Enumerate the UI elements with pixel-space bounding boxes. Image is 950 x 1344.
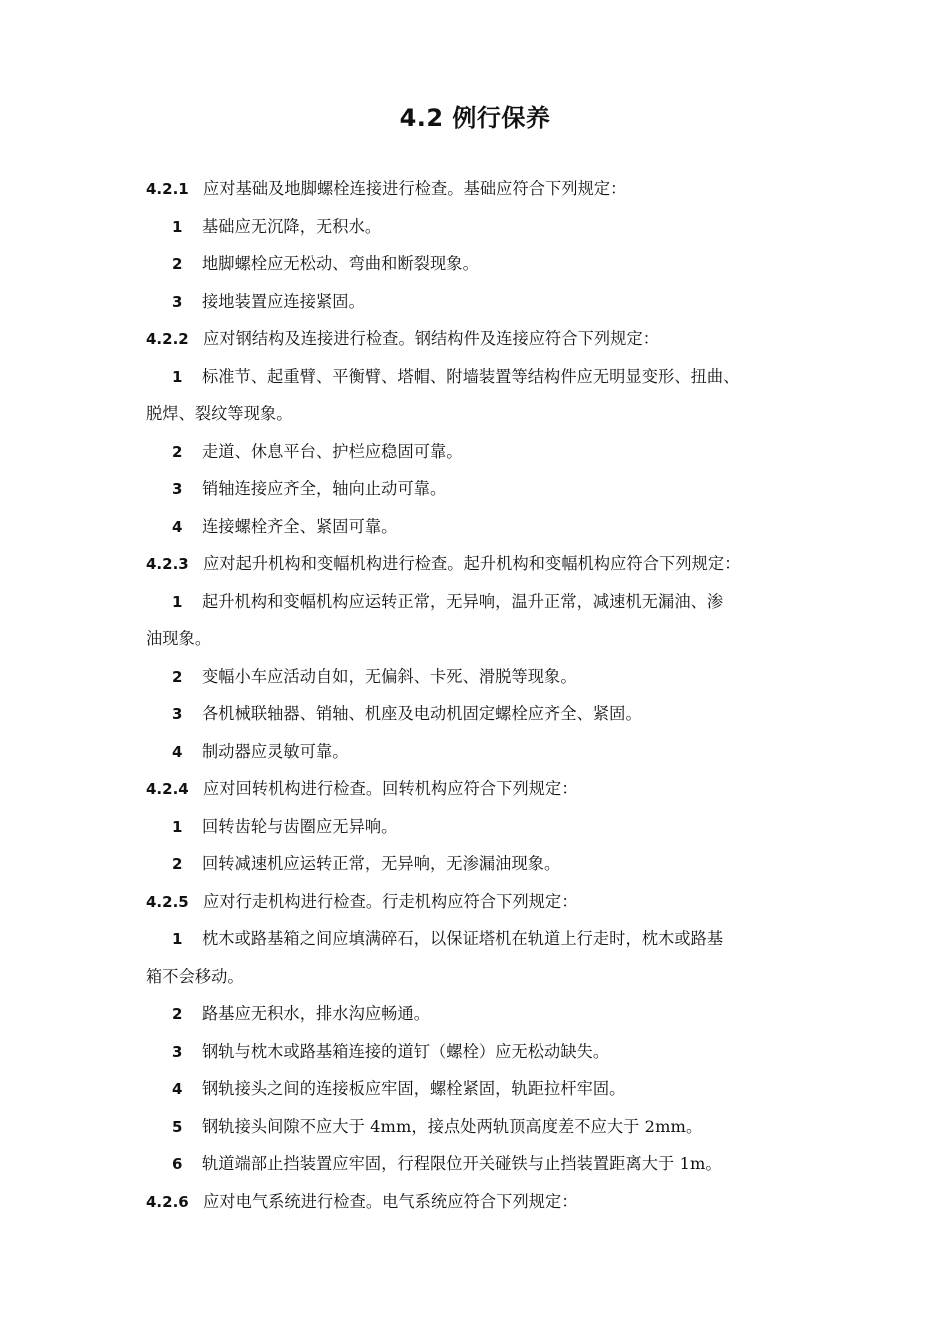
clause-heading (146, 883, 818, 921)
clause-text: 钢轨接头间隙不应大于 4mm，接点处两轨顶高度差不应大于 2mm。 (202, 1116, 703, 1136)
clause-text: 箱不会移动。 (146, 966, 244, 986)
clause-text: 枕木或路基箱之间应填满碎石，以保证塔机在轨道上行走时，枕木或路基 (202, 929, 724, 948)
clause-text: 应对钢结构及连接进行检查。钢结构件及连接应符合下列规定： (203, 329, 660, 348)
clause-text: 走道、休息平台、护栏应稳固可靠。 (202, 441, 463, 461)
clause-text: 应对行走机构进行检查。行走机构应符合下列规定： (203, 891, 578, 911)
clause-text: 基础应无沉降，无积水。 (202, 216, 382, 236)
clause-heading (146, 1183, 818, 1221)
item-number: 3 (172, 1042, 183, 1061)
clause-item (146, 695, 818, 733)
clause-text: 各机械联轴器、销轴、机座及电动机固定螺栓应齐全、紧固。 (202, 704, 642, 723)
clause-item (146, 1108, 818, 1146)
item-number: 1 (172, 217, 183, 236)
clause-item (146, 508, 818, 546)
clause-item (146, 283, 818, 321)
clause-text: 制动器应灵敏可靠。 (202, 741, 349, 761)
clause-number: 4.2.3 (146, 555, 189, 573)
clause-item (146, 808, 818, 846)
clause-number: 4.2.6 (146, 1192, 189, 1211)
item-number: 3 (172, 480, 183, 498)
clause-item (146, 995, 818, 1033)
item-number: 6 (172, 1155, 183, 1173)
clause-text: 连接螺栓齐全、紧固可靠。 (202, 516, 398, 536)
item-number: 2 (172, 1005, 183, 1023)
item-number: 5 (172, 1117, 183, 1136)
clause-item (146, 845, 818, 883)
clause-item (146, 208, 818, 246)
clause-item (146, 245, 818, 283)
clause-heading (146, 320, 818, 358)
clause-item (146, 733, 818, 771)
clause-text: 回转减速机应运转正常，无异响，无渗漏油现象。 (202, 854, 561, 873)
clause-text: 钢轨与枕木或路基箱连接的道钉（螺栓）应无松动缺失。 (202, 1041, 610, 1061)
item-number: 1 (172, 930, 183, 948)
clause-item-continuation (146, 620, 818, 658)
clause-item (146, 583, 818, 621)
clause-text: 标准节、起重臂、平衡臂、塔帽、附墙装置等结构件应无明显变形、扭曲、 (202, 366, 740, 386)
item-number: 2 (172, 667, 183, 686)
item-number: 1 (172, 817, 183, 836)
clause-text: 地脚螺栓应无松动、弯曲和断裂现象。 (202, 254, 479, 273)
clause-item (146, 470, 818, 508)
clause-item (146, 1145, 818, 1183)
item-number: 2 (172, 442, 183, 461)
clause-item (146, 1033, 818, 1071)
item-number: 3 (172, 705, 183, 723)
item-number: 4 (172, 517, 183, 536)
clause-number: 4.2.2 (146, 330, 189, 348)
item-number: 3 (172, 292, 183, 311)
clause-item (146, 358, 818, 396)
item-number: 1 (172, 367, 183, 386)
clause-number: 4.2.4 (146, 780, 189, 798)
clause-text: 油现象。 (146, 629, 212, 648)
clause-text: 销轴连接应齐全，轴向止动可靠。 (202, 479, 447, 498)
clause-text: 变幅小车应活动自如，无偏斜、卡死、滑脱等现象。 (202, 666, 577, 686)
clause-text: 轨道端部止挡装置应牢固，行程限位开关碰铁与止挡装置距离大于 1m。 (202, 1154, 722, 1173)
clause-text: 接地装置应连接紧固。 (202, 291, 365, 311)
clause-text: 应对基础及地脚螺栓连接进行检查。基础应符合下列规定： (203, 179, 627, 198)
clause-text: 应对回转机构进行检查。回转机构应符合下列规定： (203, 779, 578, 798)
clause-number: 4.2.1 (146, 180, 189, 198)
clause-text: 路基应无积水，排水沟应畅通。 (202, 1004, 431, 1023)
clause-heading (146, 170, 818, 208)
document-body (146, 170, 818, 1220)
section-title: 4.2 例行保养 (399, 104, 551, 132)
clause-item-continuation (146, 958, 818, 996)
clause-text: 起升机构和变幅机构应运转正常，无异响，温升正常，减速机无漏油、渗 (202, 591, 724, 611)
item-number: 1 (172, 592, 183, 611)
clause-text: 回转齿轮与齿圈应无异响。 (202, 816, 398, 836)
clause-heading (146, 770, 818, 808)
clause-text: 脱焊、裂纹等现象。 (146, 404, 293, 423)
clause-text: 应对起升机构和变幅机构进行检查。起升机构和变幅机构应符合下列规定： (203, 554, 741, 573)
clause-text: 应对电气系统进行检查。电气系统应符合下列规定： (203, 1191, 578, 1211)
item-number: 2 (172, 255, 183, 273)
clause-item (146, 1070, 818, 1108)
clause-heading (146, 545, 818, 583)
clause-number: 4.2.5 (146, 892, 189, 911)
clause-item (146, 433, 818, 471)
item-number: 2 (172, 855, 183, 873)
item-number: 4 (172, 1080, 183, 1098)
clause-text: 钢轨接头之间的连接板应牢固，螺栓紧固，轨距拉杆牢固。 (202, 1079, 626, 1098)
item-number: 4 (172, 742, 183, 761)
clause-item-continuation (146, 395, 818, 433)
clause-item (146, 658, 818, 696)
clause-item (146, 920, 818, 958)
